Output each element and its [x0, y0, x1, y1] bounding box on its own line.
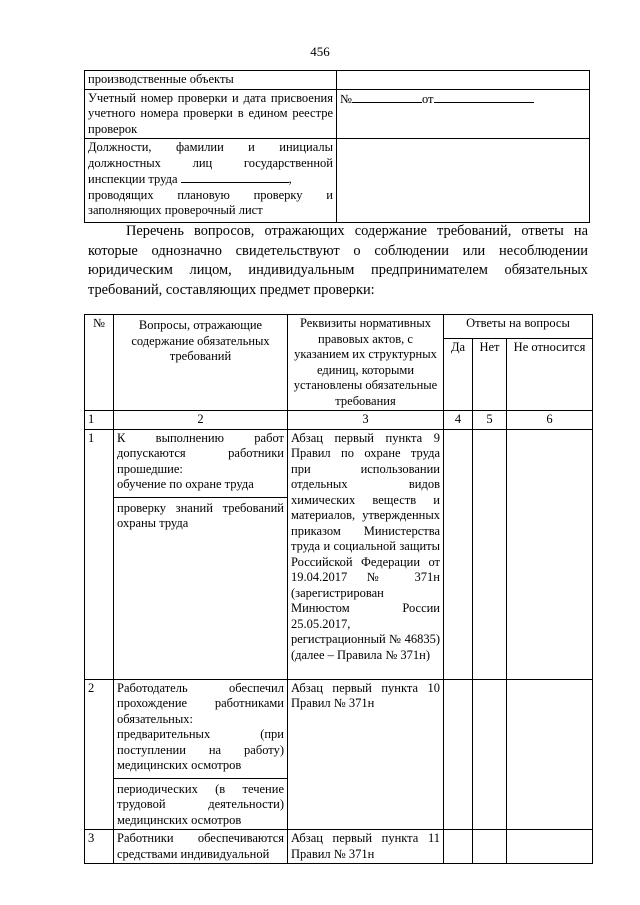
col-num-1: 1 — [85, 411, 114, 430]
inspectors-value — [337, 139, 590, 223]
header-yes: Да — [444, 339, 473, 411]
intro-text: Перечень вопросов, отражающих содержание требований, ответы на которые однозначно свидетельствуют о соблюдении или несоблюдении юридическим лицом, индивидуальным предпринимателем обязательных требований, составляющих предмет проверки: — [88, 223, 588, 298]
answer-yes-cell[interactable] — [444, 830, 473, 864]
row-num: 3 — [85, 830, 114, 864]
header-na: Не относится — [507, 339, 593, 411]
row-requisite: Абзац первый пункта 10 Правил № 371н — [288, 679, 444, 830]
header-answers: Ответы на вопросы — [444, 315, 593, 339]
question-item: обучение по охране труда — [117, 477, 254, 491]
inspectors-line-3 — [88, 171, 333, 188]
page-number: 456 — [310, 44, 330, 59]
question-subitem: проверку знаний требований охраны труда — [114, 497, 287, 532]
checklist-intro — [88, 222, 588, 300]
question-text: К выполнению работ допускаются работники прошедшие: — [117, 430, 284, 476]
answer-na-cell[interactable] — [507, 830, 593, 864]
header-questions: Вопросы, отражающие содержание обязательных требований — [114, 315, 288, 411]
inspectors-label — [85, 139, 337, 223]
header-no: Нет — [473, 339, 507, 411]
question-item: предварительных (при поступлении на работу) медицинских осмотров — [117, 727, 284, 772]
row-question — [114, 429, 288, 679]
table-row — [85, 139, 590, 223]
inspectors-line-5: заполняющих проверочный лист — [88, 203, 263, 217]
header-row — [85, 315, 593, 339]
inspectors-line-1: Должности, фамилии и инициалы — [88, 140, 333, 154]
table-row — [85, 89, 590, 139]
inspection-blank — [181, 171, 289, 183]
header-requisites: Реквизиты нормативных правовых актов, с указанием их структурных единиц, которыми установлены обязательные требования — [288, 315, 444, 411]
number-blank — [352, 91, 422, 103]
answer-no-cell[interactable] — [473, 429, 507, 679]
answer-na-cell[interactable] — [507, 429, 593, 679]
row-requisite: Абзац первый пункта 11 Правил № 371н — [288, 830, 444, 864]
from-label: от — [421, 91, 434, 106]
answer-na-cell[interactable] — [507, 679, 593, 830]
question-text: Работодатель обеспечил прохождение работниками обязательных: — [117, 680, 284, 726]
question-subitem: периодических (в течение трудовой деятельности) медицинских осмотров — [114, 778, 287, 829]
column-numbers-row — [85, 411, 593, 430]
col-num-5: 5 — [473, 411, 507, 430]
inspectors-line-3-text: инспекции труда — [88, 172, 178, 186]
table-row — [85, 830, 593, 864]
answer-yes-cell[interactable] — [444, 679, 473, 830]
inspectors-line-3-end: , — [288, 172, 292, 186]
col-num-6: 6 — [507, 411, 593, 430]
production-objects-value — [337, 71, 590, 90]
checklist-table — [84, 314, 593, 864]
row-question: Работники обеспечиваются средствами индивидуальной — [114, 830, 288, 864]
table-row — [85, 429, 593, 679]
row-requisite: Абзац первый пункта 9 Правил по охране труда при использовании отдельных видов химических веществ и материалов, утвержденных приказом Министерства труда и социальной защиты Российской Федерации от 19.04.2017 № 371н (зарегистрирован Минюстом России 25.05.2017, регистрационный № 46835) (далее – Правила № 371н) — [288, 429, 444, 679]
col-num-3: 3 — [288, 411, 444, 430]
inspection-info-table — [84, 70, 590, 223]
table-row — [85, 71, 590, 90]
number-sign: № — [340, 91, 352, 106]
answer-no-cell[interactable] — [473, 830, 507, 864]
row-num: 1 — [85, 429, 114, 679]
answer-yes-cell[interactable] — [444, 429, 473, 679]
row-num: 2 — [85, 679, 114, 830]
header-num: № — [85, 315, 114, 411]
inspection-number-value — [337, 89, 590, 139]
inspectors-line-2: должностных лиц государственной — [88, 155, 333, 170]
table-row — [85, 679, 593, 830]
date-blank — [434, 91, 534, 103]
production-objects-label: производственные объекты — [85, 71, 337, 90]
col-num-4: 4 — [444, 411, 473, 430]
answer-no-cell[interactable] — [473, 679, 507, 830]
inspection-number-label: Учетный номер проверки и дата присвоения учетного номера проверки в едином реестре проверок — [85, 89, 337, 139]
inspectors-line-4: проводящих плановую проверку и — [88, 187, 333, 202]
col-num-2: 2 — [114, 411, 288, 430]
row-question — [114, 679, 288, 830]
